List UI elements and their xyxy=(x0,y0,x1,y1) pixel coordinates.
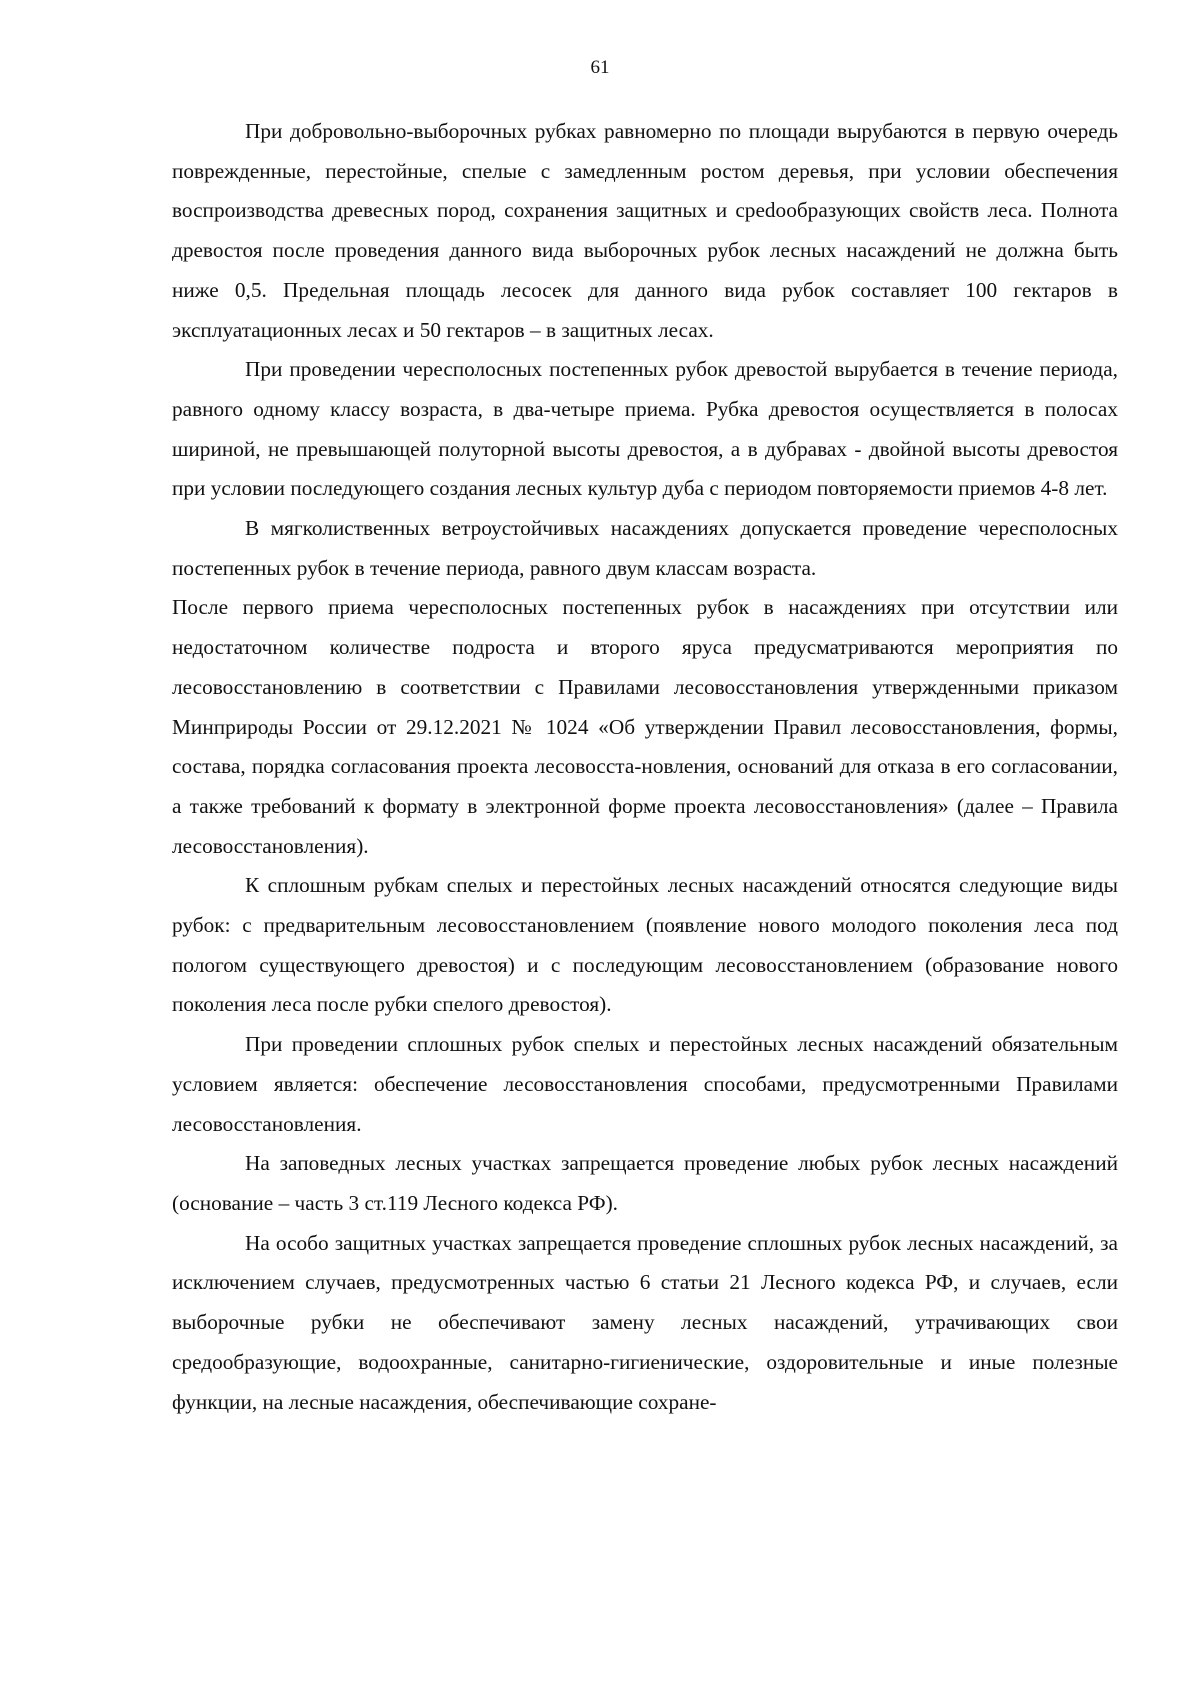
paragraph-selective-logging: При добровольно-выборочных рубках равномерно по площади вырубаются в первую очередь поврежденные, перестойные, спелые с замедленным ростом деревья, при условии обеспечения воспроизводства древесных пород, сохранения защитных и среdообразующих свойств леса. Полнота древостоя после проведения данного вида выборочных рубок лесных насаждений не должна быть ниже 0,5. Предельная площадь лесосек для данного вида рубок составляет 100 гектаров в эксплуатационных лесах и 50 гектаров – в защитных лесах. xyxy=(172,119,1118,342)
paragraph-softwood-stands: В мягколиственных ветроустойчивых насаждениях допускается проведение чересполосных постепенных рубок в течение периода, равного двум классам возраста. xyxy=(172,516,1118,580)
paragraph-clear-cut-conditions: При проведении сплошных рубок спелых и перестойных лесных насаждений обязательным условием является: обеспечение лесовосстановления способами, предусмотренными Правилами лесовосстановления. xyxy=(172,1032,1118,1136)
paragraph-strip-gradual-logging: При проведении чересполосных постепенных рубок древостой вырубается в течение периода, равного одному классу возраста, в два-четыре приема. Рубка древостоя осуществляется в полосах шириной, не превышающей полуторной высоты древостоя, а в дубравах - двойной высоты древостоя при условии последующего создания лесных культур дуба с периодом повторяемости приемов 4-8 лет. xyxy=(172,357,1118,501)
document-body xyxy=(172,112,1118,1422)
page-number: 61 xyxy=(590,57,610,78)
paragraph-clear-cut-types: К сплошным рубкам спелых и перестойных лесных насаждений относятся следующие виды рубок: с предварительным лесовосстановлением (появление нового молодого поколения леса под пологом существующего древостоя) и с последующим лесовосстановлением (образование нового поколения леса после рубки спелого древостоя). xyxy=(172,873,1118,1017)
paragraph-protective-areas: На особо защитных участках запрещается проведение сплошных рубок лесных насаждений, за исключением случаев, предусмотренных частью 6 статьи 21 Лесного кодекса РФ, и случаев, если выборочные рубки не обеспечивают замену лесных насаждений, утрачивающих свои средообразующие, водоохранные, санитарно-гигиенические, оздоровительные и иные полезные функции, на лесные насаждения, обеспечивающие сохране- xyxy=(172,1230,1118,1414)
paragraph-reforestation-rules: После первого приема чересполосных постепенных рубок в насаждениях при отсутствии или недостаточном количестве подроста и второго яруса предусматриваются мероприятия по лесовосстановлению в соответствии с Правилами лесовосстановления утвержденными приказом Минприроды России от 29.12.2021 № 1024 «Об утверждении Правил лесовосстановления, формы, состава, порядка согласования проекта лесовосста-новления, оснований для отказа в его согласовании, а также требований к формату в электронной форме проекта лесовосстановления» (далее – Правила лесовосстановления). xyxy=(172,595,1118,858)
paragraph-reserve-areas: На заповедных лесных участках запрещается проведение любых рубок лесных насаждений (основание – часть 3 ст.119 Лесного кодекса РФ). xyxy=(172,1151,1118,1215)
